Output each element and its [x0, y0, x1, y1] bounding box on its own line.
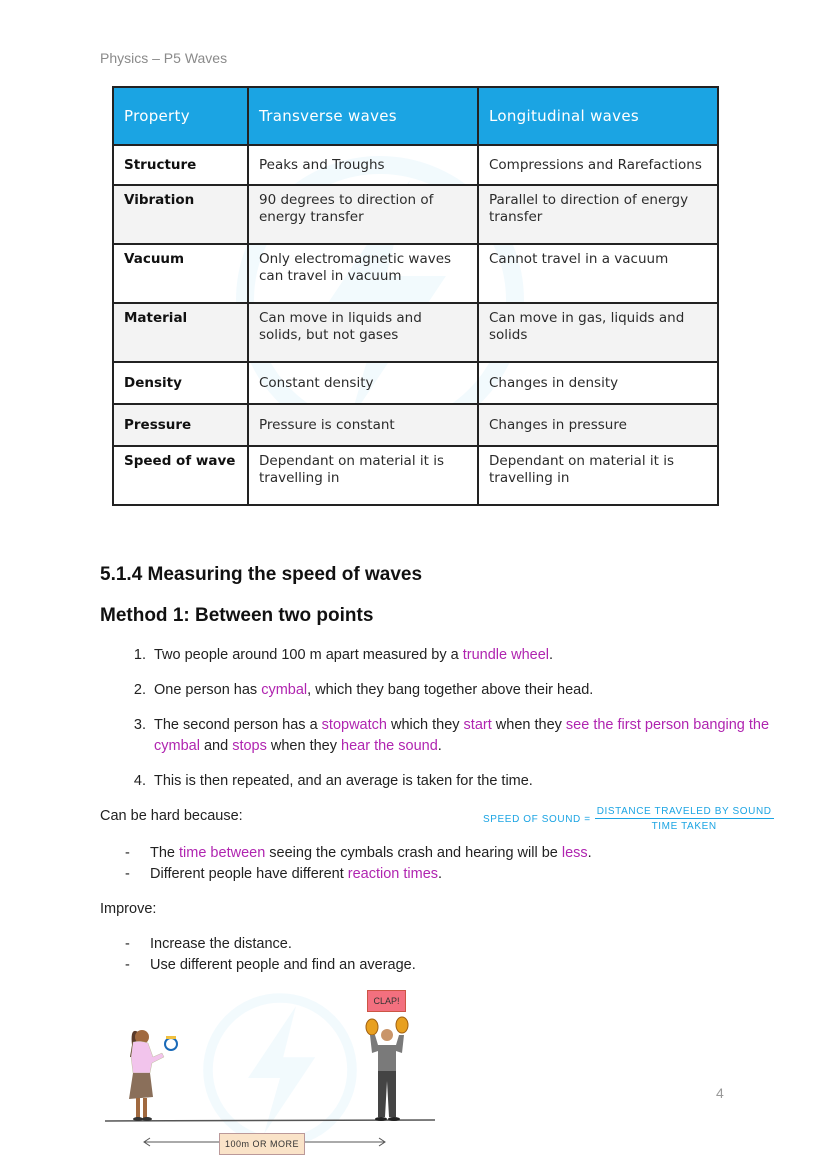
cell-longitudinal: Can move in gas, liquids and solids — [478, 303, 718, 362]
improve-label: Improve: — [100, 901, 157, 917]
section-heading: 5.1.4 Measuring the speed of waves — [100, 564, 423, 585]
formula-numerator: DISTANCE TRAVELED BY SOUND — [596, 806, 772, 817]
cell-property: Pressure — [113, 404, 248, 446]
formula-lhs: SPEED OF SOUND = — [483, 813, 591, 825]
table-row — [113, 185, 718, 244]
cell-transverse: Only electromagnetic waves can travel in vacuum — [248, 244, 478, 303]
cell-longitudinal: Changes in pressure — [478, 404, 718, 446]
formula-fraction — [595, 806, 774, 832]
cell-transverse: 90 degrees to direction of energy transfer — [248, 185, 478, 244]
cell-transverse: Can move in liquids and solids, but not gases — [248, 303, 478, 362]
table-row — [113, 404, 718, 446]
distance-label: 100m OR MORE — [219, 1133, 305, 1155]
formula-denominator: TIME TAKEN — [651, 821, 717, 832]
cell-property: Density — [113, 362, 248, 404]
table-row — [113, 303, 718, 362]
list-item: - The time between seeing the cymbals crash and hearing will be less. — [100, 843, 592, 864]
step-item: 1. Two people around 100 m apart measured by a trundle wheel. — [150, 645, 790, 666]
cell-longitudinal: Compressions and Rarefactions — [478, 145, 718, 185]
woman-with-stopwatch-icon — [129, 1030, 177, 1121]
improve-list — [100, 934, 416, 976]
cell-property: Material — [113, 303, 248, 362]
list-item: - Use different people and find an average. — [100, 955, 416, 976]
cell-transverse: Dependant on material it is travelling in — [248, 446, 478, 505]
document-header: Physics – P5 Waves — [100, 50, 228, 66]
cell-longitudinal: Changes in density — [478, 362, 718, 404]
cell-property: Vacuum — [113, 244, 248, 303]
table-row — [113, 244, 718, 303]
hard-because-label: Can be hard because: — [100, 808, 243, 824]
cell-property: Vibration — [113, 185, 248, 244]
table-header-row — [113, 87, 718, 145]
cell-transverse: Peaks and Troughs — [248, 145, 478, 185]
cell-longitudinal: Dependant on material it is travelling in — [478, 446, 718, 505]
step-item: 4. This is then repeated, and an average is taken for the time. — [150, 771, 790, 792]
cell-longitudinal: Parallel to direction of energy transfer — [478, 185, 718, 244]
speed-of-sound-formula — [483, 806, 774, 832]
list-item: - Different people have different reaction times. — [100, 864, 592, 885]
header-longitudinal: Longitudinal waves — [478, 87, 718, 145]
cell-transverse: Constant density — [248, 362, 478, 404]
method-steps-list — [100, 645, 790, 806]
cell-property: Structure — [113, 145, 248, 185]
step-item: 3. The second person has a stopwatch which they start when they see the first person banging the cymbal and stops when they hear the sound. — [150, 715, 790, 757]
cell-property: Speed of wave — [113, 446, 248, 505]
cell-transverse: Pressure is constant — [248, 404, 478, 446]
header-transverse: Transverse waves — [248, 87, 478, 145]
step-item: 2. One person has cymbal, which they bang together above their head. — [150, 680, 790, 701]
man-with-cymbals-icon — [366, 1017, 408, 1121]
cell-longitudinal: Cannot travel in a vacuum — [478, 244, 718, 303]
hard-reasons-list — [100, 843, 592, 885]
method-heading: Method 1: Between two points — [100, 605, 374, 626]
header-property: Property — [113, 87, 248, 145]
table-row — [113, 145, 718, 185]
table-row — [113, 362, 718, 404]
wave-properties-table — [112, 86, 719, 506]
table-row — [113, 446, 718, 505]
page-number: 4 — [716, 1085, 724, 1101]
list-item: - Increase the distance. — [100, 934, 416, 955]
clap-label: CLAP! — [367, 990, 406, 1012]
